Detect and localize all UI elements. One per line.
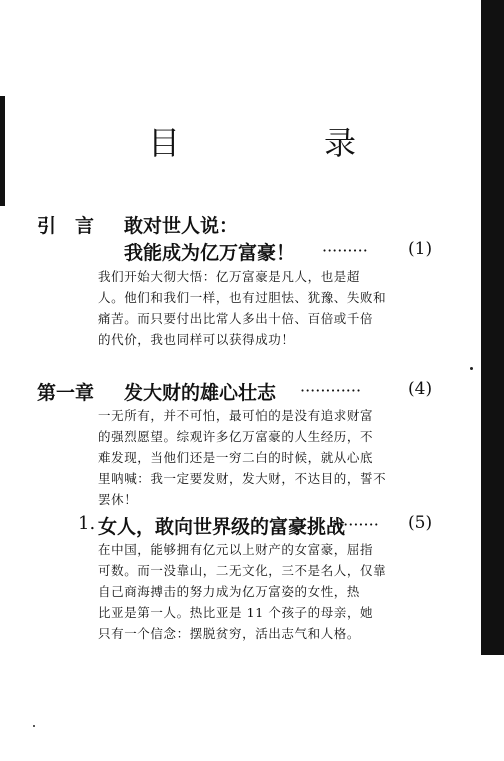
section1-summary-line: 可数。而一没靠山，二无文化，三不是名人，仅靠 <box>98 563 387 578</box>
page-title: 目 录 <box>147 124 412 162</box>
page-edge-shadow-right <box>481 0 504 655</box>
section1-number: 1. <box>78 513 96 534</box>
section1-leader-dots: ········· <box>333 515 379 534</box>
intro-summary-line: 的代价，我也同样可以获得成功！ <box>98 332 295 347</box>
intro-title-line1: 敢对世人说： <box>124 215 239 237</box>
intro-page-number: (1) <box>408 239 433 259</box>
section1-summary-line: 只有一个信念：摆脱贫穷，活出志气和人格。 <box>98 626 361 641</box>
section1-title: 女人，敢向世界级的富豪挑战 <box>98 516 346 538</box>
chapter1-summary-line: 的强烈愿望。综观许多亿万富豪的人生经历，不 <box>98 429 374 444</box>
intro-label: 引 言 <box>37 215 95 237</box>
chapter1-title: 发大财的雄心壮志 <box>124 382 277 404</box>
chapter1-summary <box>98 405 386 510</box>
section1-summary-line: 比亚是第一人。热比亚是 11 个孩子的母亲，她 <box>98 605 374 620</box>
chapter1-summary-line: 一无所有，并不可怕，最可怕的是没有追求财富 <box>98 408 374 423</box>
chapter1-summary-line: 罢休！ <box>98 492 138 507</box>
chapter1-summary-line: 里呐喊：我一定要发财，发大财，不达目的，誓不 <box>98 471 387 486</box>
chapter1-page-number: (4) <box>408 379 433 399</box>
section1-summary-line: 在中国，能够拥有亿元以上财产的女富豪，屈指 <box>98 542 374 557</box>
section1-summary-line: 自己商海搏击的努力成为亿万富姿的女性，热 <box>98 584 361 599</box>
intro-summary-line: 人。他们和我们一样，也有过胆怯、犹豫、失败和 <box>98 290 387 305</box>
ink-speck <box>470 367 473 370</box>
intro-summary-line: 痛苦。而只要付出比常人多出十倍、百倍或千倍 <box>98 311 374 326</box>
chapter1-summary-line: 难发现，当他们还是一穷二白的时候，就从心底 <box>98 450 374 465</box>
intro-summary <box>98 266 386 350</box>
chapter1-label: 第一章 <box>37 382 95 404</box>
section1-page-number: (5) <box>408 513 433 533</box>
ink-speck <box>33 725 35 727</box>
chapter1-leader-dots: ············ <box>300 381 362 400</box>
section1-summary <box>98 539 386 644</box>
intro-leader-dots: ········· <box>322 241 368 260</box>
intro-summary-line: 我们开始大彻大悟：亿万富豪是凡人，也是超 <box>98 269 361 284</box>
intro-title-line2: 我能成为亿万富豪！ <box>124 242 296 264</box>
